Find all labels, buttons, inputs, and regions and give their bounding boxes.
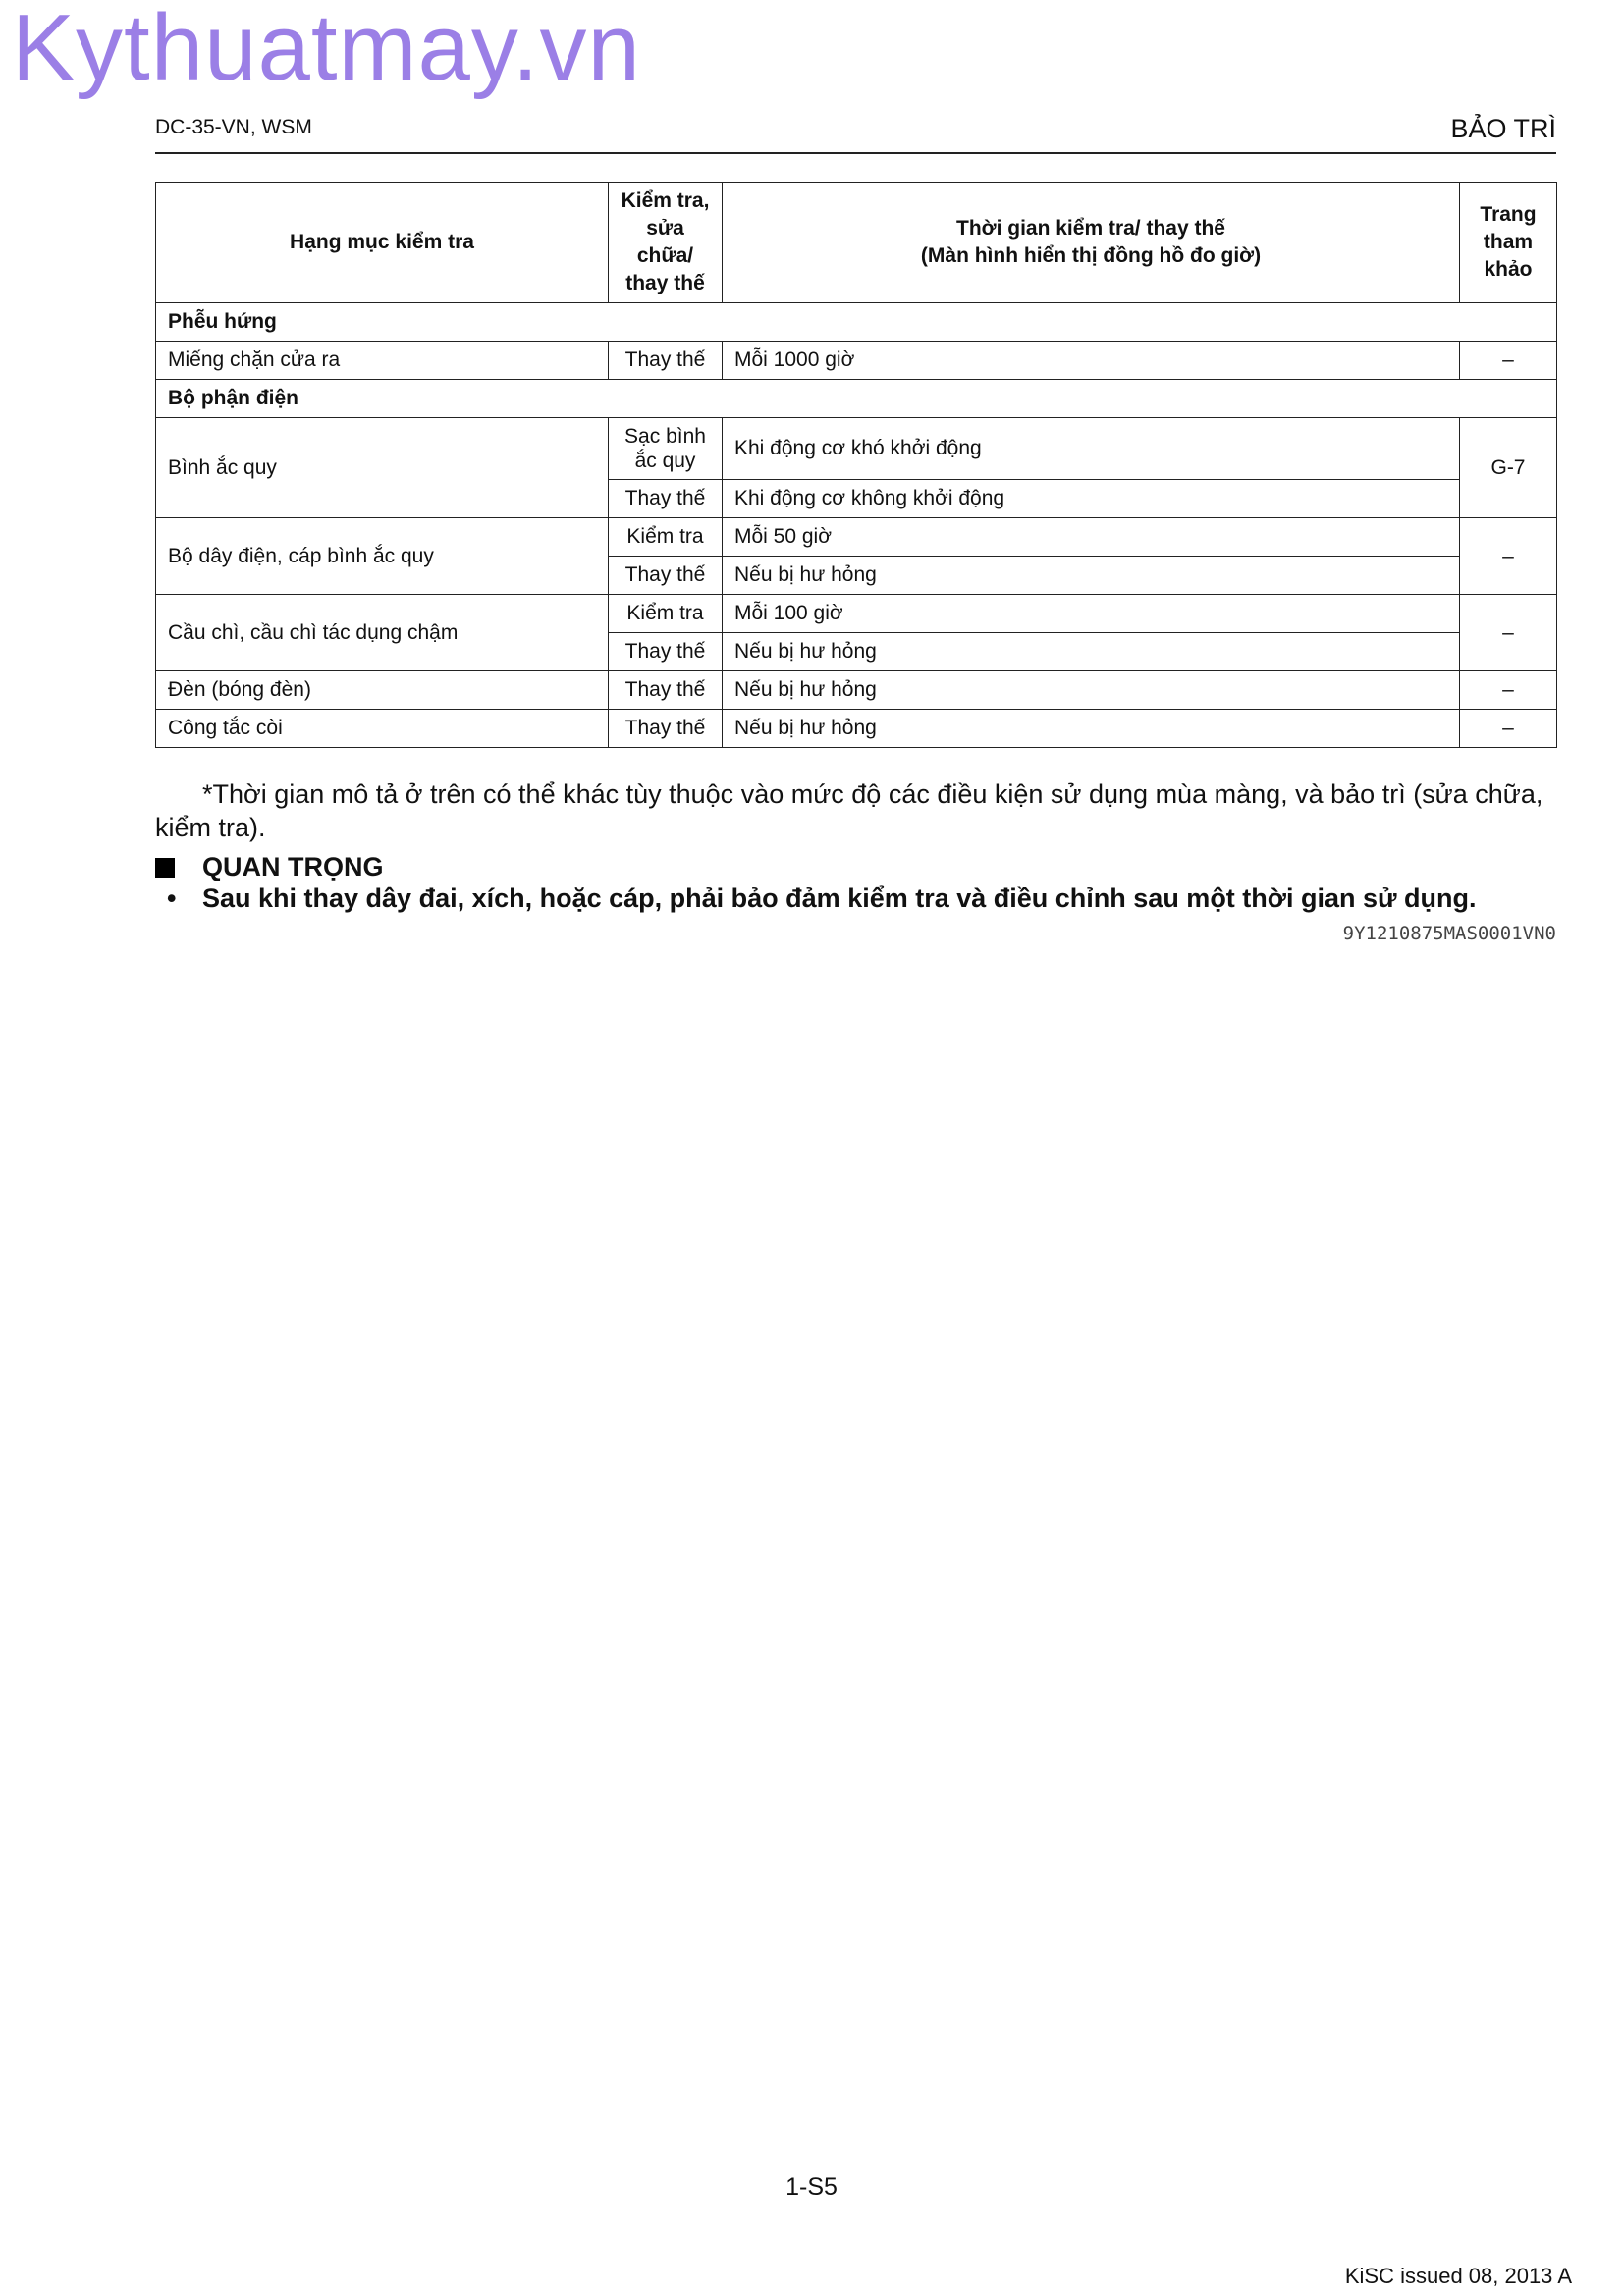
action-cell: Thay thế bbox=[609, 633, 723, 671]
action-cell: Thay thế bbox=[609, 557, 723, 595]
action-line: ắc quy bbox=[634, 450, 696, 472]
action-cell: Thay thế bbox=[609, 342, 723, 380]
important-text: Sau khi thay dây đai, xích, hoặc cáp, phải bảo đảm kiểm tra và điều chỉnh sau một thời gian sử dụng. bbox=[202, 883, 1477, 913]
header-time bbox=[723, 183, 1460, 303]
header-time-line: (Màn hình hiển thị đồng hồ đo giờ) bbox=[920, 244, 1262, 267]
bullet-icon: • bbox=[167, 883, 177, 913]
time-cell: Nếu bị hư hỏng bbox=[723, 633, 1460, 671]
maintenance-table bbox=[155, 182, 1557, 748]
table-row bbox=[156, 710, 1557, 748]
header-item: Hạng mục kiểm tra bbox=[156, 183, 609, 303]
ref-cell: G-7 bbox=[1460, 418, 1557, 518]
table-row bbox=[156, 595, 1557, 633]
header-reference bbox=[1460, 183, 1557, 303]
table-row bbox=[156, 518, 1557, 557]
time-cell: Mỗi 1000 giờ bbox=[723, 342, 1460, 380]
header-action-line: Kiểm tra, bbox=[621, 189, 710, 212]
ref-cell: – bbox=[1460, 710, 1557, 748]
table-row bbox=[156, 671, 1557, 710]
header-ref-line: Trang bbox=[1480, 203, 1537, 226]
watermark-logo: Kythuatmay.vn bbox=[12, 0, 641, 100]
header-action bbox=[609, 183, 723, 303]
section-funnel: Phễu hứng bbox=[156, 303, 1557, 342]
item-cell: Bình ắc quy bbox=[156, 418, 609, 518]
item-cell: Công tắc còi bbox=[156, 710, 609, 748]
time-cell: Nếu bị hư hỏng bbox=[723, 710, 1460, 748]
section-row bbox=[156, 380, 1557, 418]
ref-cell: – bbox=[1460, 518, 1557, 595]
header-action-line: chữa/ bbox=[636, 244, 694, 267]
item-cell: Cầu chì, cầu chì tác dụng chậm bbox=[156, 595, 609, 671]
important-title: QUAN TRỌNG bbox=[202, 852, 384, 881]
action-cell: Kiểm tra bbox=[609, 518, 723, 557]
important-item bbox=[167, 883, 1477, 914]
header-time-line: Thời gian kiểm tra/ thay thế bbox=[956, 217, 1225, 240]
ref-cell: – bbox=[1460, 342, 1557, 380]
important-heading bbox=[155, 852, 384, 882]
action-cell: Thay thế bbox=[609, 710, 723, 748]
section-electrical: Bộ phận điện bbox=[156, 380, 1557, 418]
table-row bbox=[156, 342, 1557, 380]
ref-cell: – bbox=[1460, 595, 1557, 671]
page-number: 1-S5 bbox=[785, 2173, 838, 2201]
item-cell: Bộ dây điện, cáp bình ắc quy bbox=[156, 518, 609, 595]
footnote: *Thời gian mô tả ở trên có thể khác tùy thuộc vào mức độ các điều kiện sử dụng mùa màng, và bảo trì (sửa chữa, kiểm tra). bbox=[155, 779, 1543, 842]
action-cell bbox=[609, 418, 723, 480]
section-title: BẢO TRÌ bbox=[1450, 114, 1556, 143]
header-ref-line: tham bbox=[1483, 231, 1534, 253]
document-id: DC-35-VN, WSM bbox=[155, 116, 312, 138]
header-ref-line: khảo bbox=[1484, 258, 1533, 281]
issue-info: KiSC issued 08, 2013 A bbox=[1344, 2264, 1572, 2288]
ref-cell: – bbox=[1460, 671, 1557, 710]
action-cell: Thay thế bbox=[609, 480, 723, 518]
header-divider bbox=[155, 152, 1556, 154]
time-cell: Mỗi 100 giờ bbox=[723, 595, 1460, 633]
action-cell: Kiểm tra bbox=[609, 595, 723, 633]
time-cell: Khi động cơ không khởi động bbox=[723, 480, 1460, 518]
table-row bbox=[156, 418, 1557, 480]
item-cell: Miếng chặn cửa ra bbox=[156, 342, 609, 380]
time-cell: Nếu bị hư hỏng bbox=[723, 557, 1460, 595]
item-cell: Đèn (bóng đèn) bbox=[156, 671, 609, 710]
table-header-row bbox=[156, 183, 1557, 303]
time-cell: Khi động cơ khó khởi động bbox=[723, 418, 1460, 480]
time-cell: Mỗi 50 giờ bbox=[723, 518, 1460, 557]
action-cell: Thay thế bbox=[609, 671, 723, 710]
document-code: 9Y1210875MAS0001VN0 bbox=[1342, 923, 1556, 944]
header-action-line: thay thế bbox=[625, 272, 705, 294]
action-line: Sạc bình bbox=[624, 425, 706, 448]
header-action-line: sửa bbox=[646, 217, 684, 240]
section-row bbox=[156, 303, 1557, 342]
time-cell: Nếu bị hư hỏng bbox=[723, 671, 1460, 710]
square-bullet-icon bbox=[155, 858, 175, 878]
